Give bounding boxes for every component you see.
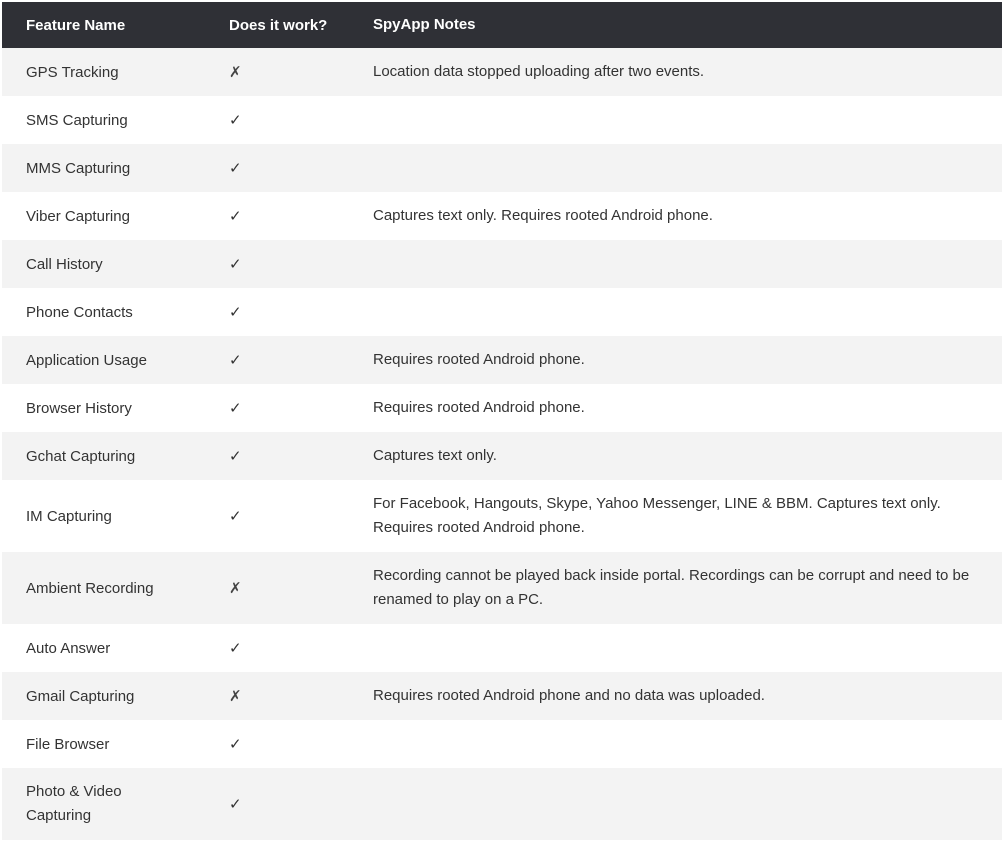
feature-name-cell: Application Usage [26,351,147,369]
notes-cell: Captures text only. [373,447,497,464]
works-cell [204,48,349,96]
works-cell [204,480,349,552]
table-row [2,552,1002,624]
checkmark-icon: ✓ [229,796,242,813]
notes-cell [349,288,1002,336]
table-row [2,48,1002,96]
works-cell [204,336,349,384]
feature-name-cell: Viber Capturing [26,207,130,225]
feature-name-cell: IM Capturing [26,507,112,525]
feature-name-cell: Gchat Capturing [26,447,136,465]
works-cell [204,192,349,240]
works-cell [204,288,349,336]
cross-icon: ✗ [229,64,242,81]
checkmark-icon: ✓ [229,160,242,177]
notes-cell: Requires rooted Android phone. [373,351,585,368]
notes-cell [349,240,1002,288]
notes-cell: Requires rooted Android phone and no data was uploaded. [373,687,765,704]
feature-name-cell: Browser History [26,399,132,417]
notes-cell: Recording cannot be played back inside portal. Recordings can be corrupt and need to be renamed to play on a PC. [373,567,970,608]
checkmark-icon: ✓ [229,448,242,465]
checkmark-icon: ✓ [229,304,242,321]
feature-name-cell: Ambient Recording [26,579,154,597]
works-cell [204,144,349,192]
checkmark-icon: ✓ [229,736,242,753]
table-body [2,48,1002,840]
notes-cell [349,768,1002,840]
notes-cell [349,624,1002,672]
checkmark-icon: ✓ [229,508,242,525]
notes-cell: For Facebook, Hangouts, Skype, Yahoo Messenger, LINE & BBM. Captures text only. Requires rooted Android phone. [373,495,941,536]
works-cell [204,552,349,624]
table-row [2,624,1002,672]
cross-icon: ✗ [229,688,242,705]
works-cell [204,720,349,768]
notes-cell [349,144,1002,192]
checkmark-icon: ✓ [229,400,242,417]
checkmark-icon: ✓ [229,112,242,129]
feature-name-cell: Call History [26,255,103,273]
header-does-it-work: Does it work? [229,16,328,34]
table-row [2,288,1002,336]
works-cell [204,96,349,144]
notes-cell: Captures text only. Requires rooted Android phone. [373,207,713,224]
table-row [2,384,1002,432]
feature-name-cell: GPS Tracking [26,63,119,81]
checkmark-icon: ✓ [229,208,242,225]
checkmark-icon: ✓ [229,256,242,273]
works-cell [204,768,349,840]
feature-name-cell: Auto Answer [26,639,111,657]
table-row [2,432,1002,480]
table-row [2,96,1002,144]
feature-name-cell: File Browser [26,735,110,753]
checkmark-icon: ✓ [229,640,242,657]
feature-table [2,2,1002,840]
feature-name-cell: Gmail Capturing [26,687,135,705]
table-header [2,2,1002,48]
works-cell [204,432,349,480]
feature-name-cell: SMS Capturing [26,111,128,129]
notes-cell: Requires rooted Android phone. [373,399,585,416]
works-cell [204,240,349,288]
feature-name-cell: Phone Contacts [26,303,133,321]
table-row [2,480,1002,552]
table-row [2,336,1002,384]
notes-cell: Location data stopped uploading after two events. [373,63,705,80]
feature-name-cell: MMS Capturing [26,159,131,177]
header-spyapp-notes: SpyApp Notes [373,16,476,33]
notes-cell [349,96,1002,144]
notes-cell [349,720,1002,768]
table-row [2,240,1002,288]
table-row [2,672,1002,720]
works-cell [204,624,349,672]
works-cell [204,384,349,432]
table-row [2,192,1002,240]
cross-icon: ✗ [229,580,242,597]
header-feature-name: Feature Name [26,16,126,34]
works-cell [204,672,349,720]
table-row [2,768,1002,840]
table-row [2,720,1002,768]
checkmark-icon: ✓ [229,352,242,369]
table-row [2,144,1002,192]
feature-name-cell: Photo & Video Capturing [26,783,122,824]
